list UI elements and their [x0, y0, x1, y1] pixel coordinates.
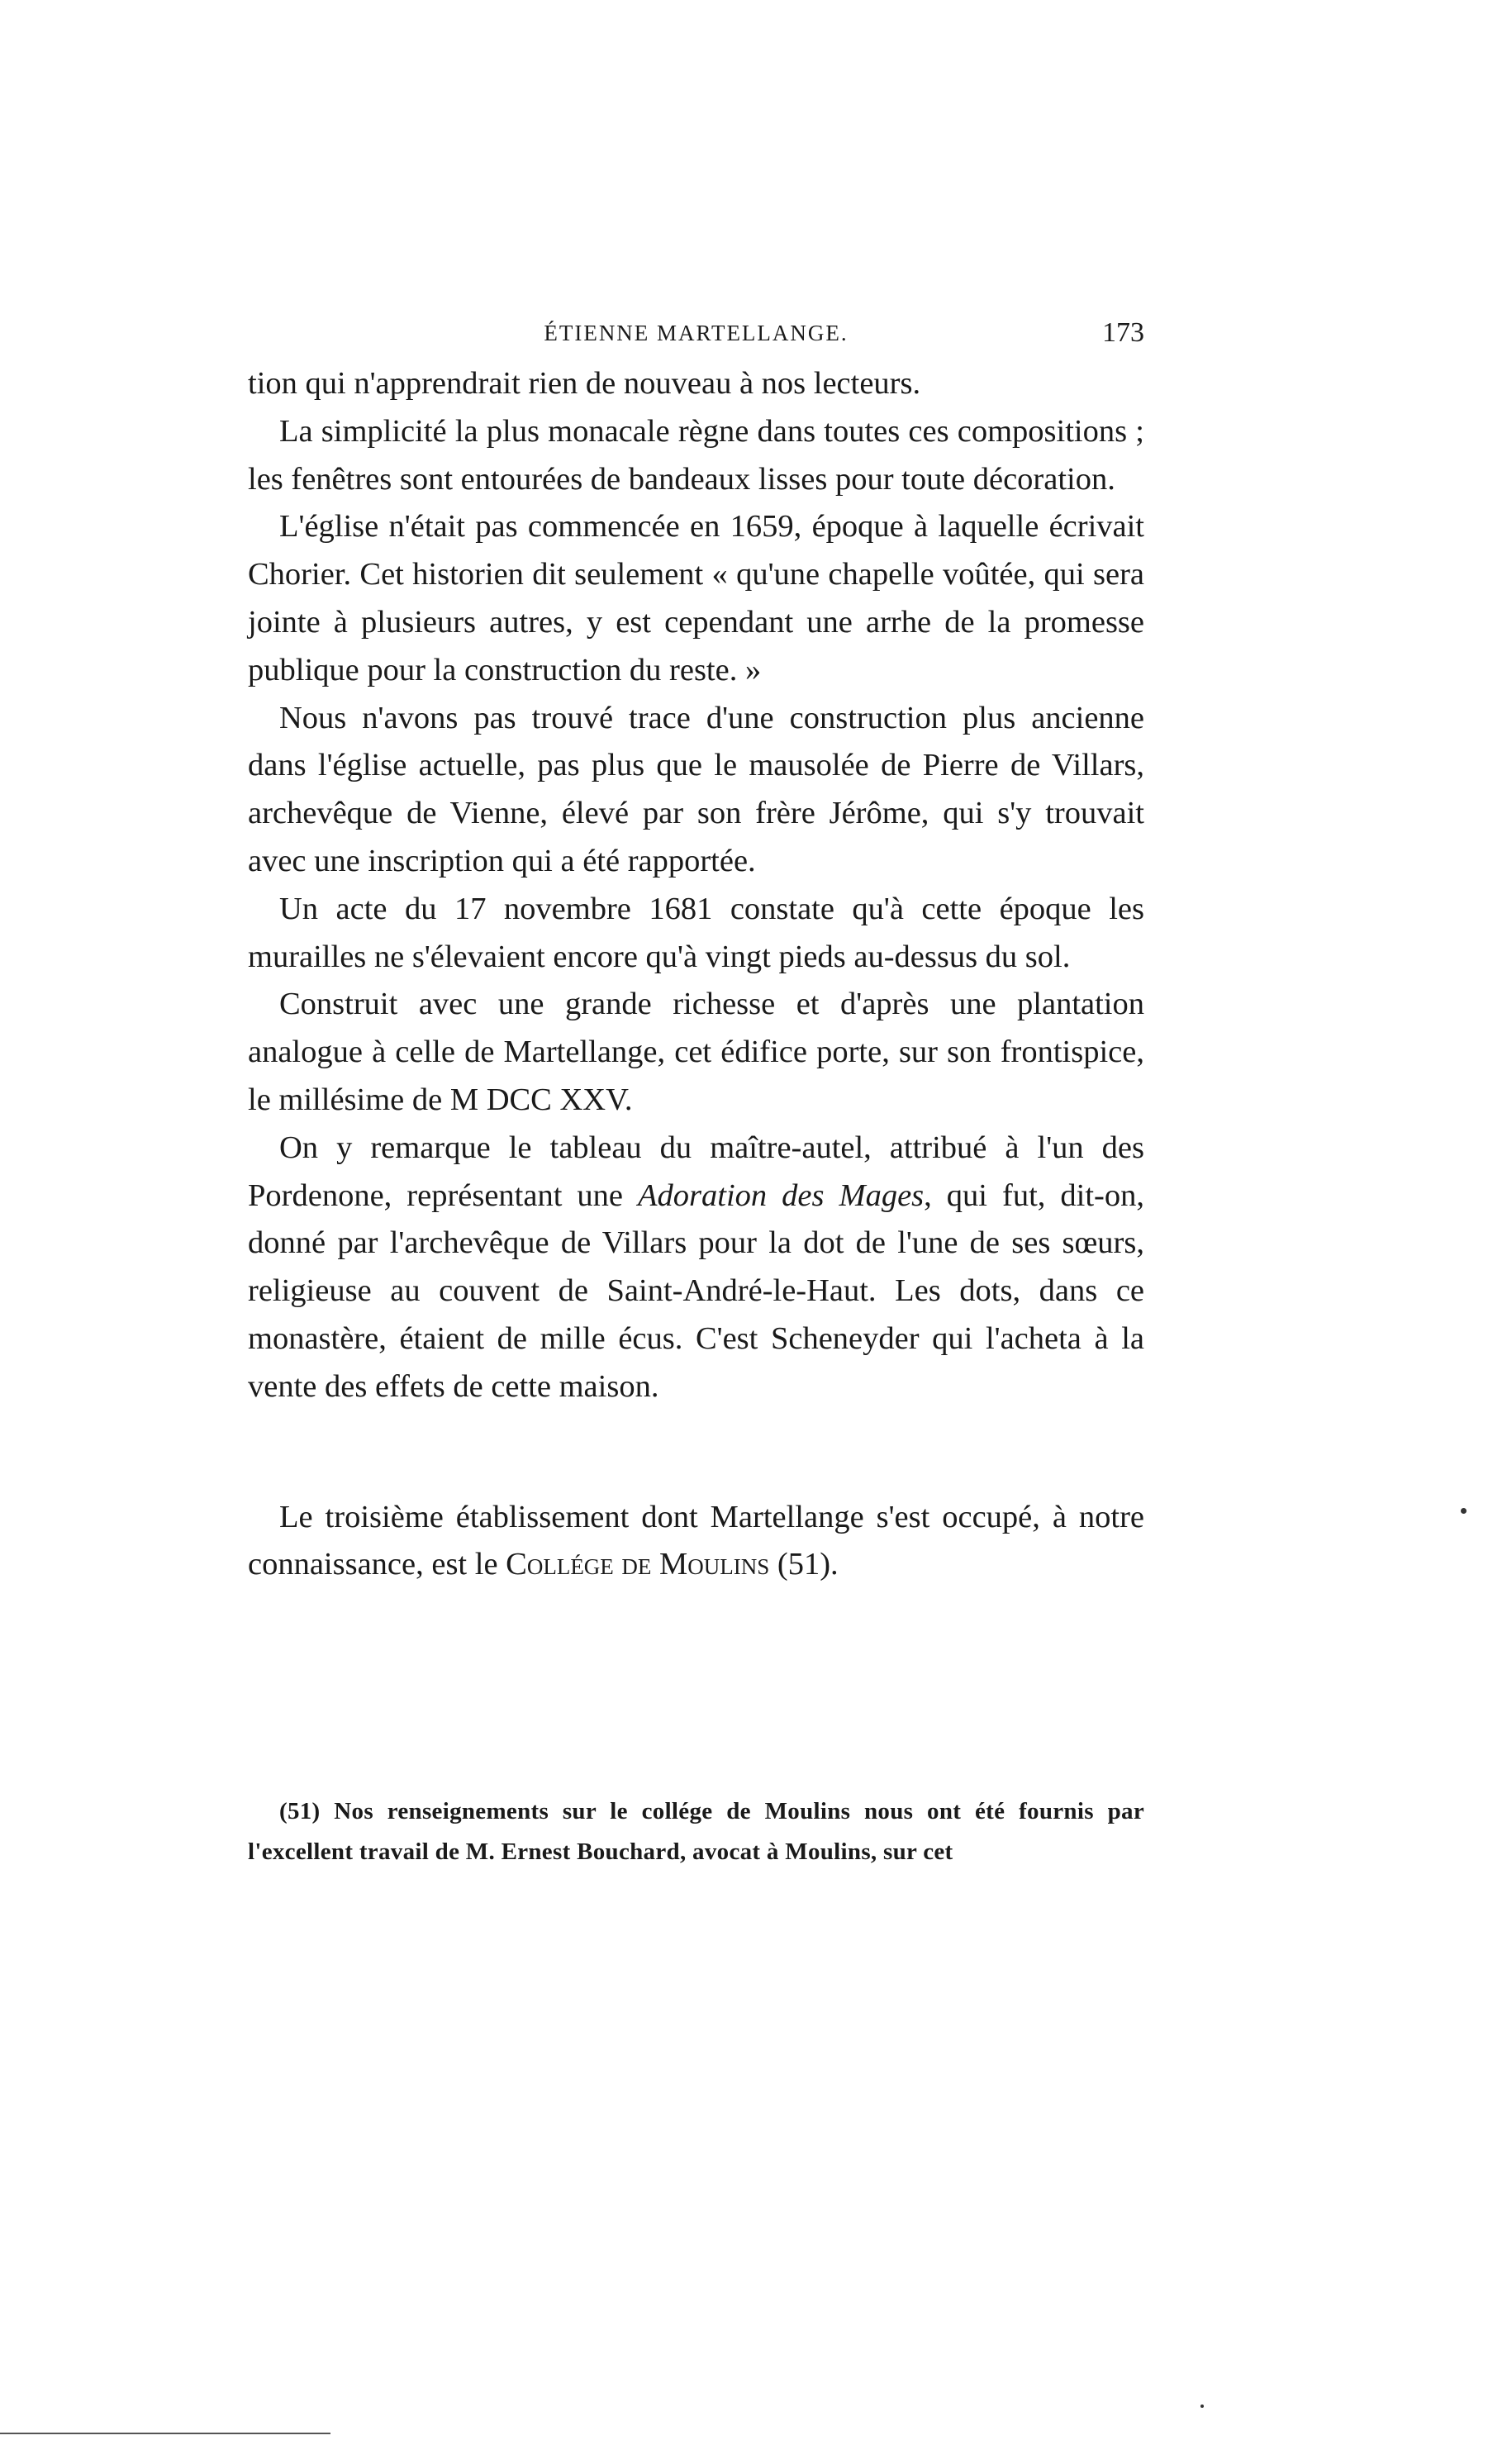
scan-speck — [1200, 2405, 1204, 2408]
small-caps-term: Collége de Moulins — [506, 1547, 770, 1582]
paragraph-text: Le troisième établissement dont Martellange s'est occupé, à notre connaissance, est le — [248, 1499, 1144, 1582]
running-title: ÉTIENNE MARTELLANGE. — [544, 321, 849, 345]
paragraph: Construit avec une grande richesse et d'après une plantation analogue à celle de Martellange, cet édifice porte, sur son frontispice, le millésime de M DCC XXV. — [248, 987, 1144, 1117]
paragraph: tion qui n'apprendrait rien de nouveau à nos lecteurs. — [248, 366, 921, 401]
paragraph: Nous n'avons pas trouvé trace d'une construction plus ancienne dans l'église actuelle, pas plus que le mausolée de Pierre de Villars, archevêque de Vienne, élevé par son frère Jérôme, qui s'y trouvait avec une inscription qui a été rapportée. — [248, 700, 1144, 878]
scan-speck — [1461, 1508, 1467, 1514]
section-break — [248, 1411, 1144, 1494]
paragraph: La simplicité la plus monacale règne dans toutes ces compositions ; les fenêtres sont entourées de bandeaux lisses pour toute décoration. — [248, 413, 1144, 497]
artwork-title: Adoration des Mages — [638, 1177, 925, 1213]
paragraph — [248, 1125, 1144, 1411]
paragraph: Un acte du 17 novembre 1681 constate qu'à cette époque les murailles ne s'élevaient encore qu'à vingt pieds au-dessus du sol. — [248, 891, 1144, 974]
paragraph-text: , qui fut, dit-on, donné par l'archevêque de Villars pour la dot de l'une de ses sœurs, religieuse au couvent de Saint-André-le-Haut. Les dots, dans ce monastère, étaient de mille écus. C'est Scheneyder qui l'acheta à la vente des effets de cette maison. — [248, 1177, 1144, 1404]
page-number: 173 — [1102, 317, 1144, 348]
running-head — [248, 312, 1144, 354]
paragraph: L'église n'était pas commencée en 1659, époque à laquelle écrivait Chorier. Cet historien dit seulement « qu'une chapelle voûtée, qui sera jointe à plusieurs autres, y est cependant une arrhe de la promesse publique pour la construction du reste. » — [248, 509, 1144, 687]
body-text — [248, 360, 1144, 1589]
paragraph-text: (51). — [769, 1547, 839, 1582]
paragraph — [248, 1494, 1144, 1590]
footnote: (51) Nos renseignements sur le collége de Moulins nous ont été fournis par l'excellent travail de M. Ernest Bouchard, avocat à Moulins, sur cet — [248, 1798, 1144, 1865]
scan-artifact-line — [0, 2433, 330, 2434]
paragraph-text: On y remarque le tableau du maître-autel, attribué à l'un des Pordenone, représentant une — [248, 1130, 1144, 1213]
